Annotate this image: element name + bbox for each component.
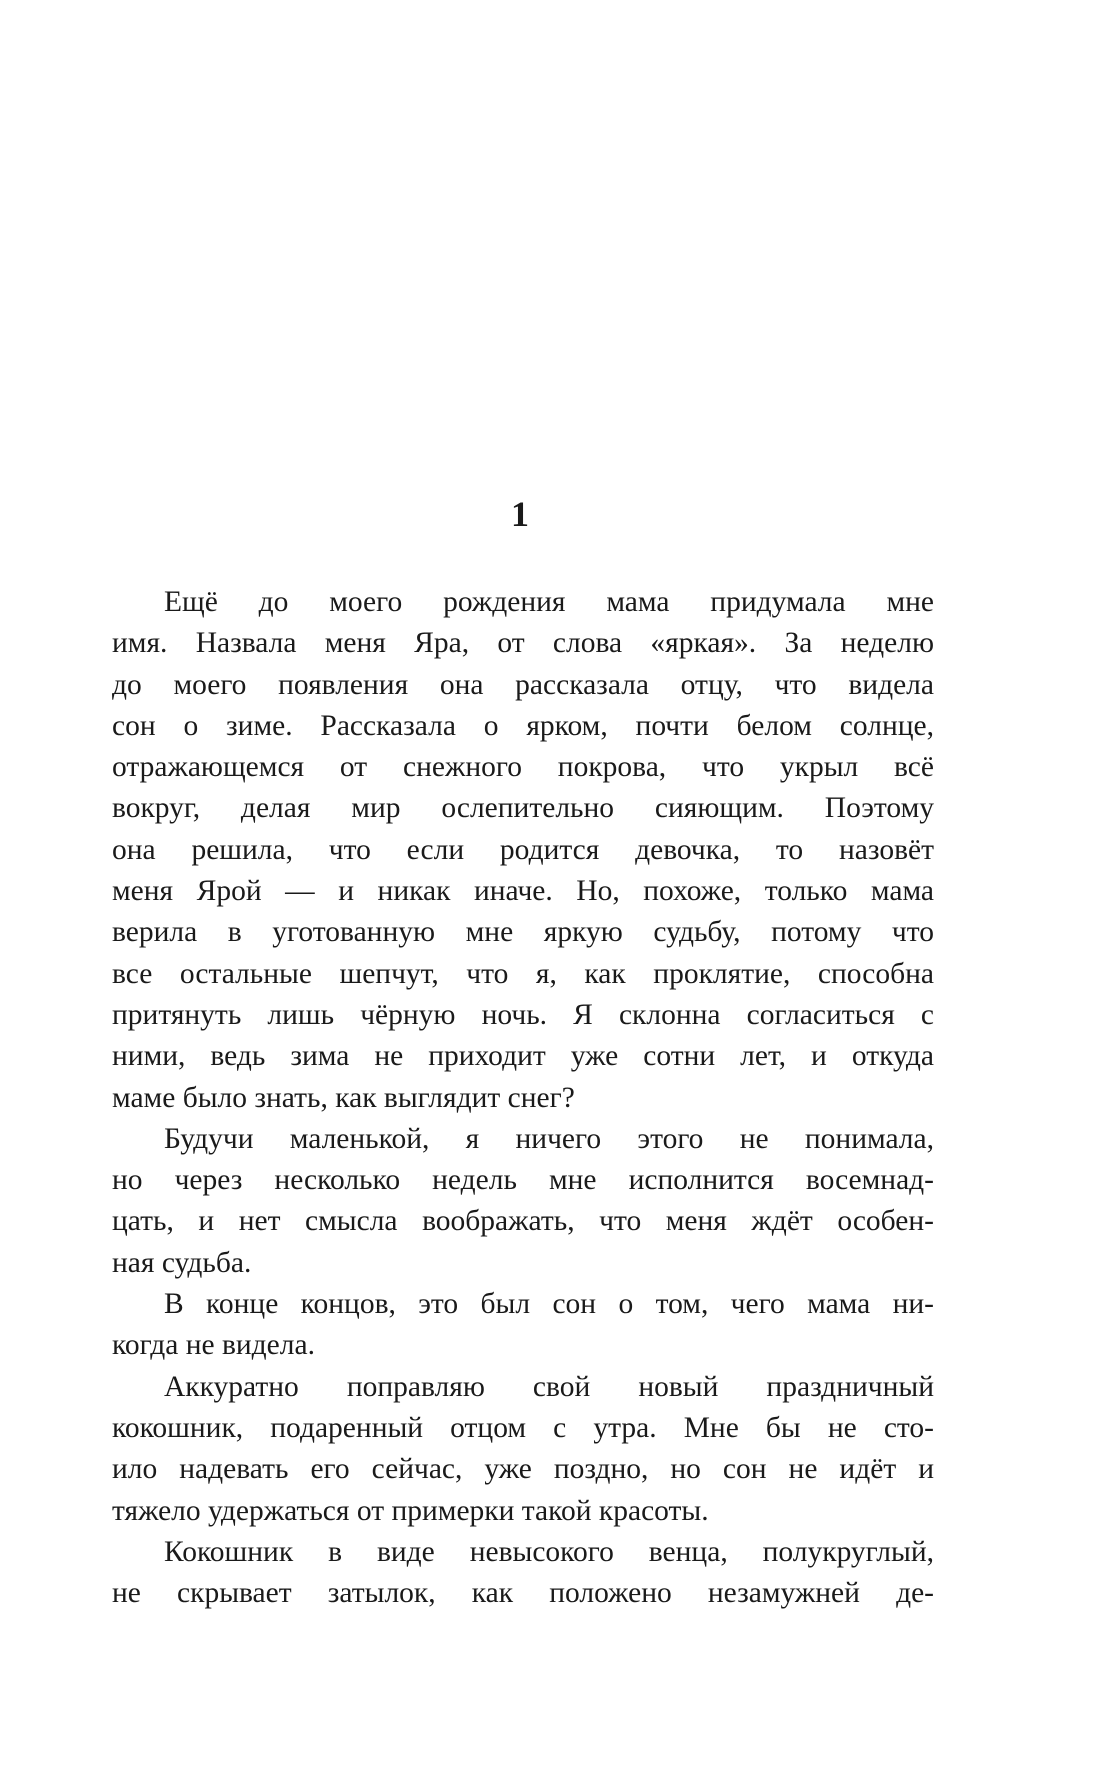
text-line: Ещё до моего рождения мама придумала мне (164, 586, 934, 618)
text-line: меня Ярой — и никак иначе. Но, похоже, только мама (112, 875, 934, 908)
text-line: притянуть лишь чёрную ночь. Я склонна согласиться с (112, 998, 934, 1031)
text-line: сон о зиме. Рассказала о ярком, почти белом солнце, (112, 709, 934, 742)
text-line: все остальные шепчут, что я, как проклятие, способна (112, 957, 934, 990)
text-line: ними, ведь зима не приходит уже сотни лет, и откуда (112, 1040, 934, 1073)
paragraph-5 (112, 1532, 934, 1615)
text-line: отражающемся от снежного покрова, что укрыл всё (112, 751, 934, 784)
text-line: верила в уготованную мне яркую судьбу, потому что (112, 916, 934, 949)
text-line: ная судьба. (112, 1246, 252, 1279)
chapter-text (112, 582, 934, 1614)
text-line: не скрывает затылок, как положено незамужней де- (112, 1577, 934, 1610)
text-line: цать, и нет смысла воображать, что меня ждёт особен- (112, 1205, 934, 1238)
paragraph-1 (112, 582, 934, 1119)
text-line: но через несколько недель мне исполнится восемнад- (112, 1164, 934, 1197)
text-line: Кокошник в виде невысокого венца, полукруглый, (164, 1535, 934, 1568)
text-line: до моего появления она рассказала отцу, что видела (112, 668, 934, 701)
paragraph-2 (112, 1119, 934, 1284)
text-line: Будучи маленькой, я ничего этого не понимала, (164, 1122, 934, 1155)
text-line: вокруг, делая мир ослепительно сияющим. Поэтому (112, 792, 934, 825)
text-line: имя. Назвала меня Яра, от слова «яркая». За неделю (112, 627, 934, 660)
text-line: маме было знать, как выглядит снег? (112, 1081, 575, 1114)
text-line: ило надевать его сейчас, уже поздно, но сон не идёт и (112, 1453, 934, 1486)
paragraph-3 (112, 1284, 934, 1367)
text-line: тяжело удержаться от примерки такой красоты. (112, 1494, 709, 1527)
paragraph-4 (112, 1367, 934, 1532)
text-line: В конце концов, это был сон о том, чего мама ни- (164, 1288, 934, 1321)
chapter-number: 1 (511, 494, 529, 534)
text-line: Аккуратно поправляю свой новый праздничный (164, 1370, 934, 1403)
text-line: кокошник, подаренный отцом с утра. Мне бы не сто- (112, 1411, 934, 1444)
text-line: она решила, что если родится девочка, то назовёт (112, 833, 934, 866)
text-line: когда не видела. (112, 1329, 315, 1362)
